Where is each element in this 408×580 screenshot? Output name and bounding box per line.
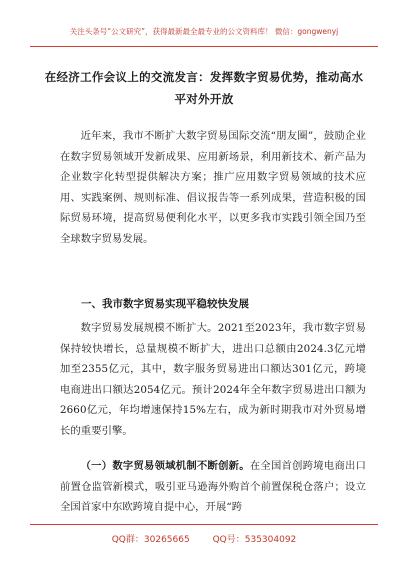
qq-group: QQ群：30265665: [111, 535, 190, 545]
paragraph-lead: （一）数字贸易领域机制不断创新。: [80, 460, 250, 472]
bottom-divider: [30, 524, 378, 525]
section-heading-1: 一、我市数字贸易实现平稳较快发展: [81, 298, 249, 310]
top-divider: [30, 46, 378, 47]
paragraph-intro: 近年来，我市不断扩大数字贸易国际交流“朋友圈”，鼓励企业在数字贸易领域开发新成果、应用新场景，利用新技术、新产品为企业数字化转型提供解决方案；推广应用数字贸易领域的技术应用、实践案例、规则标准、倡议报告等一系列成果，营造积极的国际贸易环境，提高贸易便利化水平，以更多我市实践引领全国乃至全球数字贸易发展。: [60, 130, 366, 245]
top-banner: 关注头条号“公文研究”，获得最新最全最专业的公文资料库！ 微信：gongwenyj: [69, 27, 339, 36]
footer-contact: [0, 532, 408, 545]
qq-number: QQ号：535304092: [212, 535, 297, 545]
paragraph-scale: 数字贸易发展规模不断扩大。2021至2023年，我市数字贸易保持较快增长，总量规模不断扩大，进出口总额由2024.3亿元增加至2355亿元，其中，数字服务贸易进出口额达301亿元，跨境电商进出口额达2054亿元。预计2024年全年数字贸易进出口额为2660亿元，年均增速保持15%左右，成为新时期我市对外贸易增长的重要引擎。: [60, 322, 366, 437]
document-title: 在经济工作会议上的交流发言：发挥数字贸易优势，推动高水平对外开放: [44, 70, 364, 106]
paragraph-body: 在全国首创跨境电商出口前置仓监管新模式，吸引亚马逊海外购首个前置保税仓落户；设立全国首家中东欧跨境自提中心，开展“跨: [60, 460, 366, 514]
paragraph-mechanism: [60, 456, 366, 518]
